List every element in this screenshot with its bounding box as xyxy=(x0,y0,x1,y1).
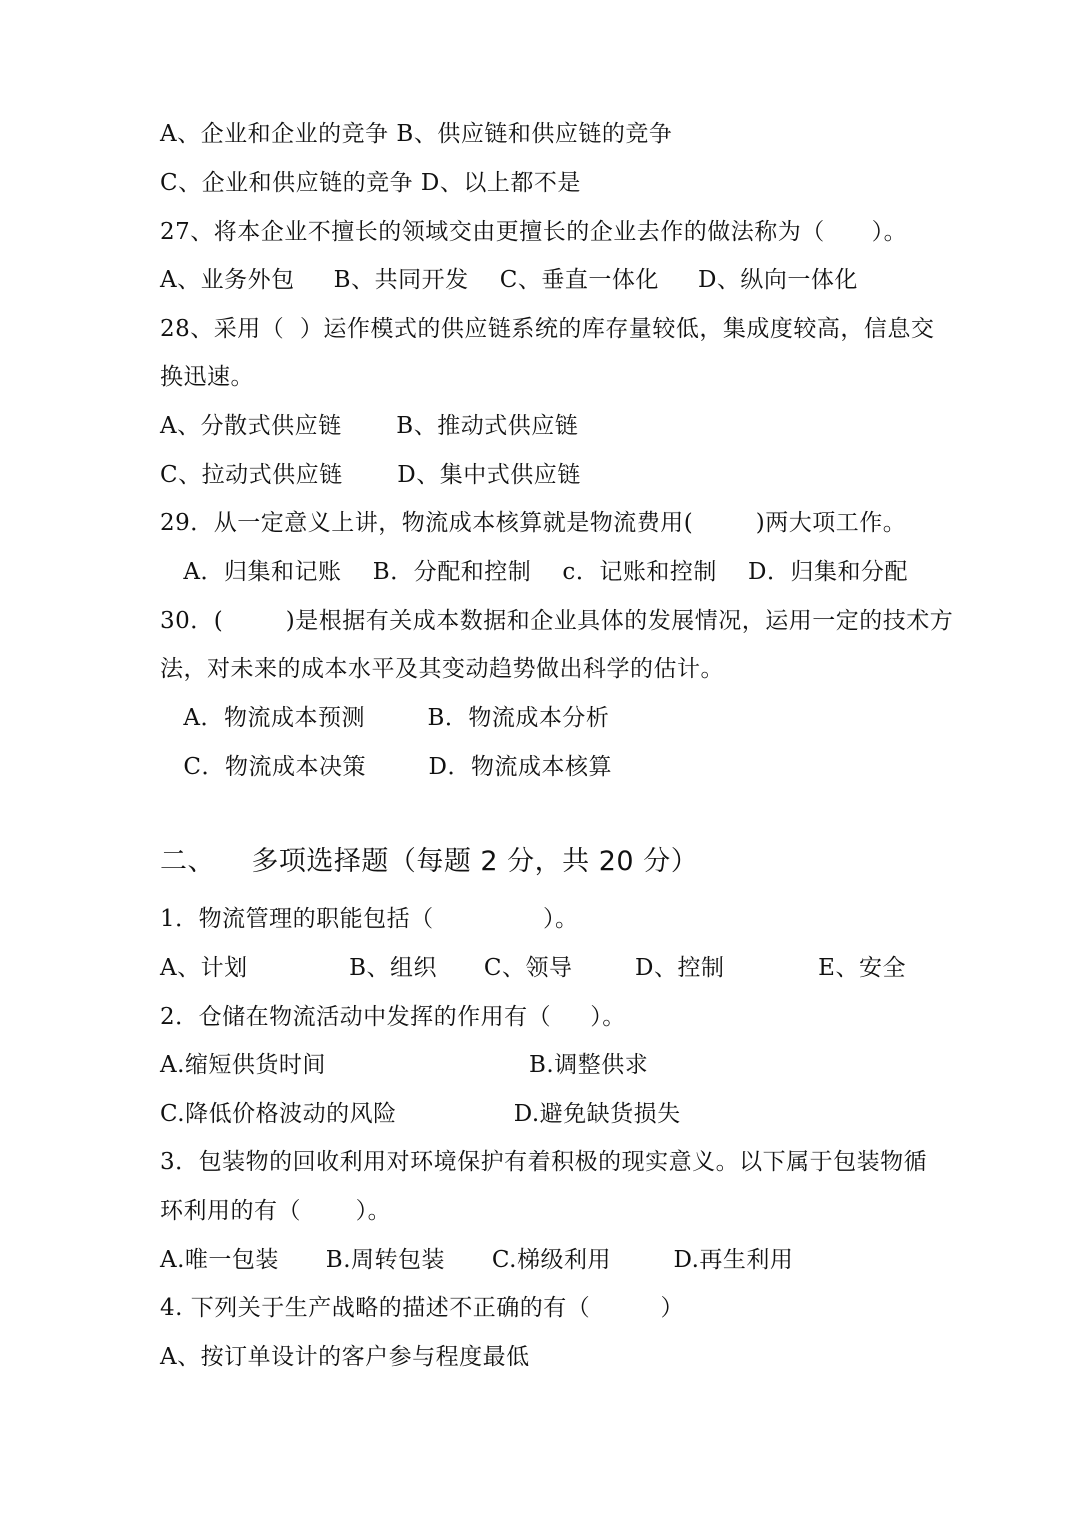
m4-stem: 4. 下列关于生产战略的描述不正确的有（ ） xyxy=(160,1295,685,1321)
q26-options-ab: A、企业和企业的竞争 B、供应链和供应链的竞争 xyxy=(160,121,673,147)
section-title-multiple-choice: 二、 多项选择题（每题 2 分，共 20 分） xyxy=(160,846,699,877)
q30-options-cd: C．物流成本决策 D．物流成本核算 xyxy=(160,754,612,780)
m1-stem: 1．物流管理的职能包括（ ）。 xyxy=(160,906,579,932)
q28-options-ab: A、分散式供应链 B、推动式供应链 xyxy=(160,413,579,439)
m1-options: A、计划 B、组织 C、领导 D、控制 E、安全 xyxy=(160,955,906,981)
m2-stem: 2．仓储在物流活动中发挥的作用有（ ）。 xyxy=(160,1004,626,1030)
m3-options: A.唯一包装 B.周转包装 C.梯级利用 D.再生利用 xyxy=(160,1247,794,1273)
q27-stem: 27、将本企业不擅长的领域交由更擅长的企业去作的做法称为（ ）。 xyxy=(160,219,908,245)
q30-stem-line2: 法，对未来的成本水平及其变动趋势做出科学的估计。 xyxy=(160,656,724,682)
m3-stem-line2: 环利用的有（ ）。 xyxy=(160,1198,392,1224)
m2-options-ab: A.缩短供货时间 B.调整供求 xyxy=(160,1052,649,1078)
q28-options-cd: C、拉动式供应链 D、集中式供应链 xyxy=(160,462,581,488)
q30-stem-line1: 30．( )是根据有关成本数据和企业具体的发展情况，运用一定的技术方 xyxy=(160,608,954,634)
q30-options-ab: A．物流成本预测 B．物流成本分析 xyxy=(160,705,610,731)
q28-stem-line2: 换迅速。 xyxy=(160,364,254,390)
q29-options: A．归集和记账 B．分配和控制 c．记账和控制 D．归集和分配 xyxy=(160,559,908,585)
q29-stem: 29．从一定意义上讲，物流成本核算就是物流费用( )两大项工作。 xyxy=(160,510,907,536)
m3-stem-line1: 3．包装物的回收利用对环境保护有着积极的现实意义。以下属于包装物循 xyxy=(160,1149,928,1175)
m4-option-a: A、按订单设计的客户参与程度最低 xyxy=(160,1344,530,1370)
q26-options-cd: C、企业和供应链的竞争 D、以上都不是 xyxy=(160,170,581,196)
q27-options: A、业务外包 B、共同开发 C、垂直一体化 D、纵向一体化 xyxy=(160,267,858,293)
q28-stem-line1: 28、采用（ ）运作模式的供应链系统的库存量较低，集成度较高，信息交 xyxy=(160,316,935,342)
m2-options-cd: C.降低价格波动的风险 D.避免缺货损失 xyxy=(160,1101,681,1127)
